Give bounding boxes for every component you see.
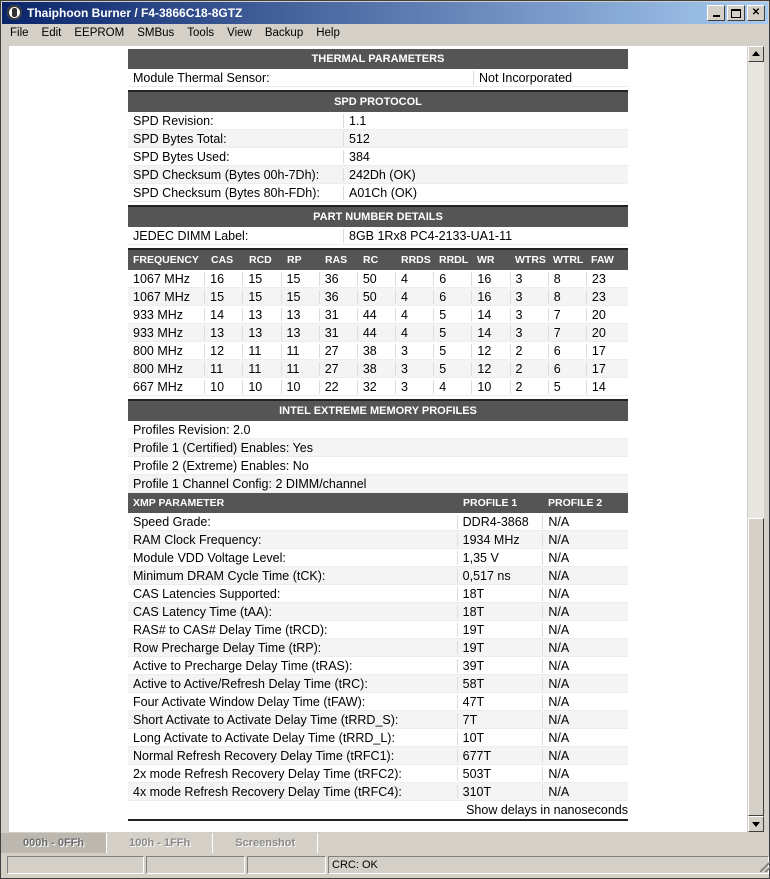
- timing-cell: 27: [319, 362, 357, 376]
- profile1-value: 39T: [457, 659, 543, 673]
- timing-row: [128, 342, 628, 360]
- table-row: [128, 130, 628, 148]
- profile1-value: 58T: [457, 677, 543, 691]
- scroll-thumb[interactable]: [748, 518, 764, 816]
- timing-cell: 3: [510, 326, 548, 340]
- column-header: WR: [477, 254, 495, 266]
- timing-cell: 10: [242, 380, 280, 394]
- timing-cell: 3: [510, 290, 548, 304]
- xmp-param-label: Long Activate to Activate Delay Time (tRRD_L):: [133, 730, 395, 745]
- profile1-value: 18T: [457, 587, 543, 601]
- profile2-value: N/A: [542, 659, 628, 673]
- profile1-value: 1934 MHz: [457, 533, 543, 547]
- profile1-value: 310T: [457, 785, 543, 799]
- menu-backup[interactable]: Backup: [264, 27, 304, 39]
- window-title: Thaiphoon Burner / F4-3866C18-8GTZ: [27, 6, 243, 20]
- timing-cell: 5: [433, 326, 471, 340]
- timing-cell: 2: [510, 344, 548, 358]
- column-header: CAS: [211, 254, 234, 266]
- column-header: RCD: [249, 254, 272, 266]
- xmp-row: [128, 513, 628, 531]
- profile1-value: 10T: [457, 731, 543, 745]
- close-icon: ✕: [751, 7, 761, 18]
- timing-cell: 3: [510, 308, 548, 322]
- column-header: RP: [287, 254, 302, 266]
- xmp-param-label: 2x mode Refresh Recovery Delay Time (tRFC2):: [133, 766, 402, 781]
- timing-cell: 16: [204, 272, 242, 286]
- timing-cell: 11: [204, 362, 242, 376]
- timing-cell: 4: [395, 326, 433, 340]
- menu-smbus[interactable]: SMBus: [137, 27, 175, 39]
- menu-bar: [2, 25, 768, 43]
- profile1-value: 18T: [457, 605, 543, 619]
- timing-cell: 4: [395, 290, 433, 304]
- timing-cell: 17: [586, 344, 628, 358]
- timing-cell: 4: [433, 380, 471, 394]
- param-value: 242Dh (OK): [343, 168, 416, 182]
- timing-cell: 22: [319, 380, 357, 394]
- xmp-info-row: [128, 475, 628, 493]
- column-header: PROFILE 1: [463, 497, 518, 509]
- timing-cell: 10: [281, 380, 319, 394]
- xmp-row: [128, 657, 628, 675]
- timing-cell: 6: [548, 362, 586, 376]
- profile2-value: N/A: [542, 749, 628, 763]
- status-panel-3: [247, 856, 326, 874]
- xmp-info-text: Profile 1 (Certified) Enables: Yes: [133, 440, 313, 455]
- timing-cell: 13: [242, 308, 280, 322]
- column-header: RRDS: [401, 254, 431, 266]
- scroll-down-button[interactable]: [748, 816, 764, 832]
- timing-cell: 36: [319, 290, 357, 304]
- timing-cell: 800 MHz: [133, 361, 184, 376]
- xmp-row: [128, 783, 628, 801]
- timing-cell: 31: [319, 308, 357, 322]
- param-value: A01Ch (OK): [343, 186, 417, 200]
- timing-cell: 13: [281, 308, 319, 322]
- xmp-param-label: Normal Refresh Recovery Delay Time (tRFC1):: [133, 748, 395, 763]
- timing-cell: 3: [395, 344, 433, 358]
- timing-cell: 7: [548, 308, 586, 322]
- xmp-info-text: Profiles Revision: 2.0: [133, 422, 251, 437]
- timing-cell: 11: [281, 362, 319, 376]
- timing-cell: 32: [357, 380, 395, 394]
- timing-cell: 7: [548, 326, 586, 340]
- timing-row: [128, 324, 628, 342]
- show-nanoseconds-link[interactable]: Show delays in nanoseconds: [466, 803, 628, 817]
- xmp-row: [128, 711, 628, 729]
- xmp-columns-header: [128, 493, 628, 513]
- timing-cell: 20: [586, 308, 628, 322]
- param-value: 1.1: [343, 114, 366, 128]
- profile1-value: 19T: [457, 641, 543, 655]
- table-row: [128, 69, 628, 87]
- timing-cell: 14: [471, 308, 509, 322]
- timing-cell: 4: [395, 272, 433, 286]
- timing-cell: 36: [319, 272, 357, 286]
- param-label: SPD Bytes Used:: [133, 149, 230, 164]
- timing-cell: 16: [471, 290, 509, 304]
- profile2-value: N/A: [542, 713, 628, 727]
- table-row: [128, 148, 628, 166]
- xmp-info-row: [128, 457, 628, 475]
- timing-cell: 15: [281, 272, 319, 286]
- timing-cell: 15: [242, 272, 280, 286]
- profile2-value: N/A: [542, 677, 628, 691]
- xmp-row: [128, 639, 628, 657]
- menu-file[interactable]: File: [10, 27, 29, 39]
- timing-row: [128, 270, 628, 288]
- xmp-row: [128, 675, 628, 693]
- param-value: Not Incorporated: [473, 71, 572, 85]
- timing-cell: 50: [357, 272, 395, 286]
- tab-000h-0ffh[interactable]: 000h - 0FFh: [1, 833, 107, 853]
- timing-cell: 1067 MHz: [133, 289, 190, 304]
- timing-row: [128, 288, 628, 306]
- xmp-row: [128, 567, 628, 585]
- xmp-info-row: [128, 439, 628, 457]
- status-panel-1: [7, 856, 144, 874]
- timing-cell: 13: [242, 326, 280, 340]
- column-header: RC: [363, 254, 379, 266]
- profile2-value: N/A: [542, 695, 628, 709]
- xmp-param-label: Speed Grade:: [133, 514, 211, 529]
- timing-cell: 4: [395, 308, 433, 322]
- timing-cell: 13: [204, 326, 242, 340]
- table-row: [128, 227, 628, 245]
- timing-cell: 12: [471, 344, 509, 358]
- menu-edit[interactable]: Edit: [41, 27, 62, 39]
- timing-cell: 933 MHz: [133, 307, 184, 322]
- param-value: 8GB 1Rx8 PC4-2133-UA1-11: [343, 229, 512, 243]
- column-header: XMP PARAMETER: [133, 497, 225, 509]
- xmp-param-label: Module VDD Voltage Level:: [133, 550, 286, 565]
- timing-cell: 20: [586, 326, 628, 340]
- xmp-row: [128, 531, 628, 549]
- timing-cell: 5: [433, 344, 471, 358]
- profile1-value: 0,517 ns: [457, 569, 543, 583]
- maximize-button[interactable]: [727, 5, 745, 21]
- timing-cell: 23: [586, 272, 628, 286]
- minimize-icon: [713, 15, 720, 17]
- profile2-value: N/A: [542, 587, 628, 601]
- timing-cell: 6: [548, 344, 586, 358]
- profile2-value: N/A: [542, 623, 628, 637]
- timing-cell: 6: [433, 272, 471, 286]
- title-bar[interactable]: [2, 2, 768, 24]
- timing-cell: 16: [471, 272, 509, 286]
- xmp-row: [128, 693, 628, 711]
- vertical-scrollbar[interactable]: [748, 46, 764, 832]
- timing-cell: 6: [433, 290, 471, 304]
- timing-cell: 44: [357, 326, 395, 340]
- profile2-value: N/A: [542, 767, 628, 781]
- column-header: FREQUENCY: [133, 254, 199, 266]
- column-header: WTRS: [515, 254, 546, 266]
- menu-tools[interactable]: Tools: [187, 27, 215, 39]
- param-label: Module Thermal Sensor:: [133, 70, 270, 85]
- param-label: JEDEC DIMM Label:: [133, 228, 249, 243]
- menu-view[interactable]: View: [227, 27, 252, 39]
- profile2-value: N/A: [542, 551, 628, 565]
- xmp-row: [128, 603, 628, 621]
- timing-cell: 800 MHz: [133, 343, 184, 358]
- profile1-value: 19T: [457, 623, 543, 637]
- timing-cell: 3: [510, 272, 548, 286]
- timing-cell: 15: [242, 290, 280, 304]
- xmp-param-label: Short Activate to Activate Delay Time (tRRD_S):: [133, 712, 399, 727]
- timing-cell: 3: [395, 362, 433, 376]
- profile1-value: 1,35 V: [457, 551, 543, 565]
- timing-cell: 8: [548, 290, 586, 304]
- param-label: SPD Checksum (Bytes 80h-FDh):: [133, 185, 320, 200]
- param-label: SPD Revision:: [133, 113, 214, 128]
- profile1-value: 47T: [457, 695, 543, 709]
- timing-cell: 10: [471, 380, 509, 394]
- xmp-row: [128, 729, 628, 747]
- timing-cell: 12: [204, 344, 242, 358]
- resize-grip-icon[interactable]: [760, 861, 770, 872]
- menu-eeprom[interactable]: EEPROM: [74, 27, 125, 39]
- timing-cell: 5: [433, 308, 471, 322]
- section-header-part-number: PART NUMBER DETAILS: [128, 207, 628, 227]
- timing-cell: 14: [204, 308, 242, 322]
- profile2-value: N/A: [542, 569, 628, 583]
- xmp-param-label: Active to Precharge Delay Time (tRAS):: [133, 658, 353, 673]
- scroll-up-button[interactable]: [748, 46, 764, 62]
- maximize-icon: [731, 9, 741, 18]
- timing-cell: 17: [586, 362, 628, 376]
- xmp-row: [128, 765, 628, 783]
- timing-cell: 15: [281, 290, 319, 304]
- tab-100h-1ffh[interactable]: 100h - 1FFh: [107, 833, 213, 853]
- param-value: 384: [343, 150, 370, 164]
- profile2-value: N/A: [542, 605, 628, 619]
- timing-cell: 3: [395, 380, 433, 394]
- app-logo-icon: [7, 5, 22, 20]
- xmp-row: [128, 585, 628, 603]
- timing-cell: 38: [357, 362, 395, 376]
- timing-row: [128, 306, 628, 324]
- xmp-row: [128, 747, 628, 765]
- timing-cell: 14: [471, 326, 509, 340]
- timing-cell: 23: [586, 290, 628, 304]
- profile1-value: DDR4-3868: [457, 515, 543, 529]
- table-row: [128, 184, 628, 202]
- timing-cell: 10: [204, 380, 242, 394]
- timing-cell: 1067 MHz: [133, 271, 190, 286]
- profile2-value: N/A: [542, 641, 628, 655]
- timing-cell: 15: [204, 290, 242, 304]
- xmp-param-label: RAM Clock Frequency:: [133, 532, 262, 547]
- xmp-info-text: Profile 1 Channel Config: 2 DIMM/channel: [133, 476, 367, 491]
- xmp-info-text: Profile 2 (Extreme) Enables: No: [133, 458, 309, 473]
- timing-cell: 933 MHz: [133, 325, 184, 340]
- profile1-value: 677T: [457, 749, 543, 763]
- timing-cell: 50: [357, 290, 395, 304]
- timing-cell: 667 MHz: [133, 379, 184, 394]
- profile2-value: N/A: [542, 533, 628, 547]
- timing-cell: 12: [471, 362, 509, 376]
- profile1-value: 7T: [457, 713, 543, 727]
- timing-cell: 11: [242, 362, 280, 376]
- timing-cell: 13: [281, 326, 319, 340]
- timing-cell: 14: [586, 380, 628, 394]
- column-header: PROFILE 2: [548, 497, 603, 509]
- page-tabs: [1, 833, 769, 855]
- table-row: [128, 112, 628, 130]
- section-header-xmp: INTEL EXTREME MEMORY PROFILES: [128, 401, 628, 421]
- menu-help[interactable]: Help: [316, 27, 340, 39]
- xmp-param-label: Minimum DRAM Cycle Time (tCK):: [133, 568, 326, 583]
- timing-cell: 8: [548, 272, 586, 286]
- close-button[interactable]: [747, 5, 765, 21]
- xmp-param-label: Four Activate Window Delay Time (tFAW):: [133, 694, 366, 709]
- report-view[interactable]: [9, 46, 747, 832]
- param-label: SPD Bytes Total:: [133, 131, 227, 146]
- param-label: SPD Checksum (Bytes 00h-7Dh):: [133, 167, 320, 182]
- column-header: FAW: [591, 254, 614, 266]
- timing-cell: 11: [281, 344, 319, 358]
- timing-cell: 27: [319, 344, 357, 358]
- section-header-thermal: THERMAL PARAMETERS: [128, 49, 628, 69]
- tab-screenshot[interactable]: Screenshot: [213, 833, 318, 853]
- profile1-value: 503T: [457, 767, 543, 781]
- status-bar: [1, 856, 770, 876]
- status-crc: CRC: OK: [328, 856, 769, 874]
- timing-row: [128, 378, 628, 396]
- xmp-param-label: Row Precharge Delay Time (tRP):: [133, 640, 322, 655]
- column-header: RAS: [325, 254, 348, 266]
- section-header-spd: SPD PROTOCOL: [128, 92, 628, 112]
- profile2-value: N/A: [542, 731, 628, 745]
- column-header: RRDL: [439, 254, 469, 266]
- param-value: 512: [343, 132, 370, 146]
- timing-cell: 2: [510, 362, 548, 376]
- xmp-param-label: CAS Latency Time (tAA):: [133, 604, 272, 619]
- column-header: WTRL: [553, 254, 584, 266]
- timing-row: [128, 360, 628, 378]
- timings-header: [128, 250, 628, 270]
- timing-cell: 5: [433, 362, 471, 376]
- timing-cell: 44: [357, 308, 395, 322]
- xmp-info-row: [128, 421, 628, 439]
- xmp-row: [128, 549, 628, 567]
- timing-cell: 5: [548, 380, 586, 394]
- xmp-param-label: Active to Active/Refresh Delay Time (tRC):: [133, 676, 368, 691]
- minimize-button[interactable]: [707, 5, 725, 21]
- profile2-value: N/A: [542, 785, 628, 799]
- status-panel-2: [146, 856, 245, 874]
- timing-cell: 11: [242, 344, 280, 358]
- xmp-param-label: RAS# to CAS# Delay Time (tRCD):: [133, 622, 328, 637]
- xmp-param-label: CAS Latencies Supported:: [133, 586, 281, 601]
- xmp-param-label: 4x mode Refresh Recovery Delay Time (tRFC4):: [133, 784, 402, 799]
- table-row: [128, 166, 628, 184]
- profile2-value: N/A: [542, 515, 628, 529]
- spd-report: [128, 49, 628, 821]
- timing-cell: 31: [319, 326, 357, 340]
- timing-cell: 2: [510, 380, 548, 394]
- xmp-row: [128, 621, 628, 639]
- timing-cell: 38: [357, 344, 395, 358]
